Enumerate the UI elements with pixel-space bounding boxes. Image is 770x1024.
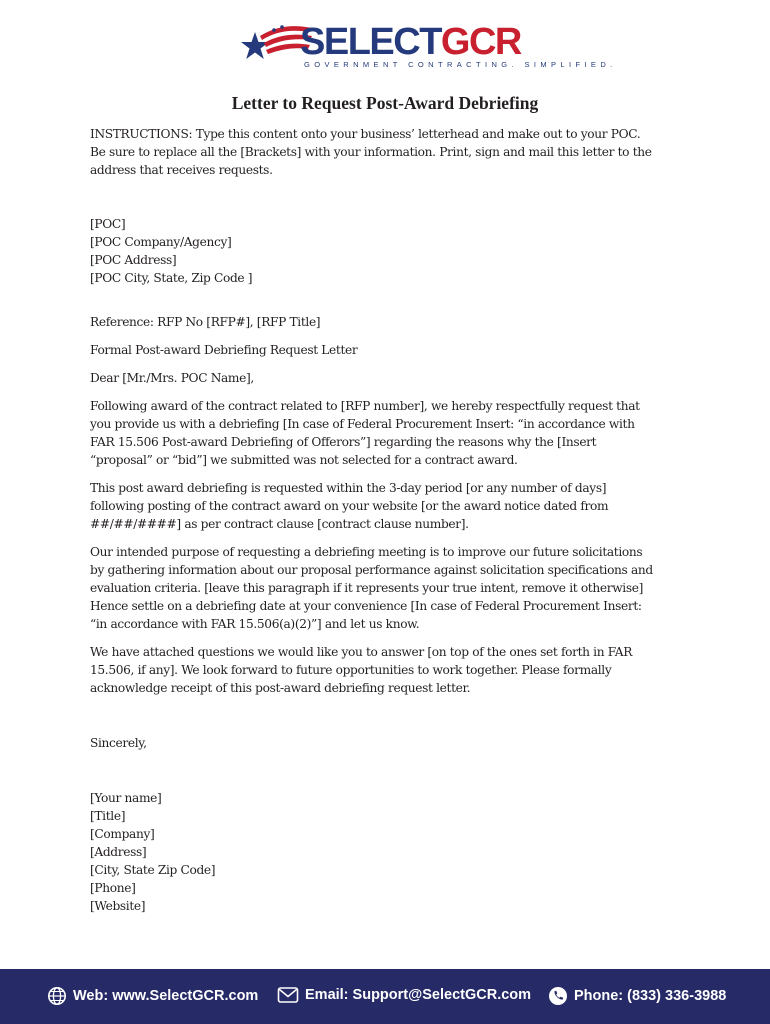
logo-wordmark: SELECTGCR (300, 21, 521, 63)
text-line: “in accordance with FAR 15.506(a)(2)”] and let us know. (90, 617, 420, 631)
signature-line: [City, State Zip Code] (90, 863, 216, 877)
text-line: Following award of the contract related to [RFP number], we hereby respectfully request that (90, 399, 640, 413)
footer-phone-text: Phone: (833) 336-3988 (574, 988, 727, 1004)
subject-line: Formal Post-award Debriefing Request Letter (90, 343, 358, 357)
text-line: 15.506, if any]. We look forward to future opportunities to work together. Please formally (90, 663, 612, 677)
signature-line: [Address] (90, 845, 147, 859)
globe-icon (47, 986, 67, 1006)
poc-line: [POC] (90, 217, 126, 231)
text-line: ##/##/####] as per contract clause [contract clause number]. (90, 517, 469, 531)
footer-phone[interactable] (548, 986, 726, 1006)
text-line: “proposal” or “bid”] we submitted was not selected for a contract award. (90, 453, 518, 467)
signature-line: [Company] (90, 827, 155, 841)
signature-line: [Your name] (90, 791, 162, 805)
signature-block (90, 789, 690, 915)
text-line: you provide us with a debriefing [In case of Federal Procurement Insert: “in accordance with (90, 417, 635, 431)
text-line: Hence settle on a debriefing date at your convenience [In case of Federal Procurement Insert: (90, 599, 642, 613)
text-line: evaluation criteria. [leave this paragraph if it represents your true intent, remove it otherwise] (90, 581, 643, 595)
text-line: This post award debriefing is requested within the 3-day period [or any number of days] (90, 481, 607, 495)
footer-bar (0, 969, 770, 1024)
footer-web[interactable] (47, 986, 258, 1006)
footer-web-text: Web: www.SelectGCR.com (73, 988, 259, 1004)
text-line: Our intended purpose of requesting a debriefing meeting is to improve our future solicitations (90, 545, 643, 559)
body-paragraph-1 (90, 397, 690, 469)
text-line: FAR 15.506 Post-award Debriefing of Offerors”] regarding the reasons why the [Insert (90, 435, 597, 449)
text-line: INSTRUCTIONS: Type this content onto your business’ letterhead and make out to your POC. (90, 127, 641, 141)
phone-icon (548, 986, 568, 1006)
logo-tagline: GOVERNMENT CONTRACTING. SIMPLIFIED. (304, 60, 617, 69)
signature-line: [Title] (90, 809, 126, 823)
footer-email[interactable] (277, 986, 531, 1004)
letter-body (90, 125, 690, 915)
company-logo (238, 18, 617, 74)
signature-line: [Website] (90, 899, 146, 913)
text-line: address that receives requests. (90, 163, 273, 177)
poc-block (90, 215, 690, 287)
text-line: Be sure to replace all the [Brackets] with your information. Print, sign and mail this letter to the (90, 145, 652, 159)
envelope-icon (277, 986, 299, 1004)
text-line: acknowledge receipt of this post-award debriefing request letter. (90, 681, 471, 695)
instructions-paragraph (90, 125, 690, 179)
poc-line: [POC Company/Agency] (90, 235, 232, 249)
closing: Sincerely, (90, 736, 147, 750)
text-line: by gathering information about our proposal performance against solicitation specifications and (90, 563, 653, 577)
body-paragraph-2 (90, 479, 690, 533)
poc-line: [POC City, State, Zip Code ] (90, 271, 253, 285)
text-line: following posting of the contract award on your website [or the award notice dated from (90, 499, 609, 513)
page-title: Letter to Request Post-Award Debriefing (231, 93, 539, 113)
body-paragraph-4 (90, 643, 690, 697)
signature-line: [Phone] (90, 881, 136, 895)
text-line: We have attached questions we would like you to answer [on top of the ones set forth in FAR (90, 645, 633, 659)
salutation: Dear [Mr./Mrs. POC Name], (90, 371, 254, 385)
reference-line: Reference: RFP No [RFP#], [RFP Title] (90, 315, 321, 329)
poc-line: [POC Address] (90, 253, 177, 267)
body-paragraph-3 (90, 543, 690, 633)
footer-email-text: Email: Support@SelectGCR.com (305, 987, 532, 1003)
